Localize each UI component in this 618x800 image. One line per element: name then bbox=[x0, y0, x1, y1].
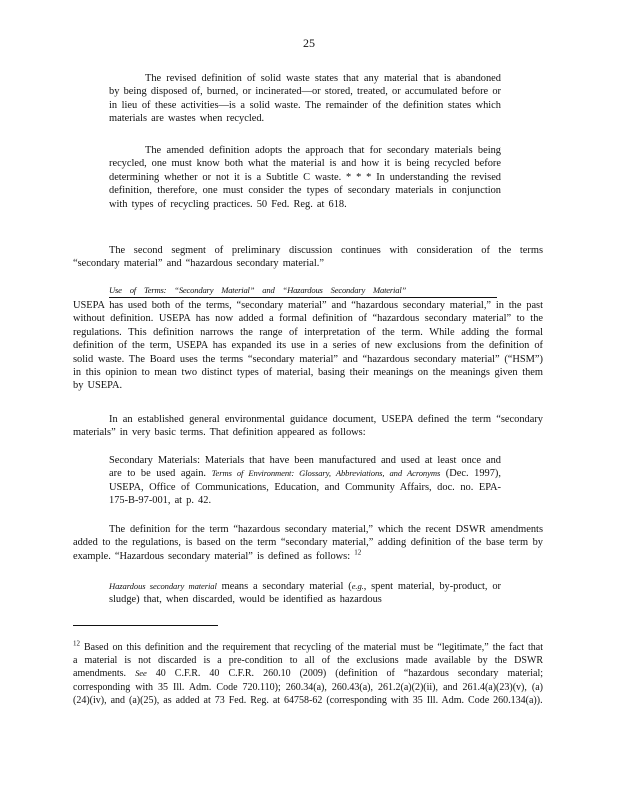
quote-paragraph-1: The revised definition of solid waste states that any material that is abandoned by being disposed of, burned, or incinerated—or stored, treated, or accumulated before or in lieu of these activities—is a solid waste. The remainder of the definition states which materials are wastes when recycled. bbox=[109, 73, 501, 125]
citation-details: (Dec. 1997), USEPA, Office of Communications, Education, and Community Affairs, doc. no. EPA-175-B-97-001, at p. 42. bbox=[109, 468, 501, 507]
definition-part-a: means a secondary material ( bbox=[216, 581, 352, 592]
eg-abbrev: e.g. bbox=[351, 581, 364, 591]
body-paragraph-4-text: The definition for the term “hazardous secondary material,” which the recent DSWR amendments added to the regulations, is based on the term “secondary material,” adding definition of the base term by example. “Hazardous secondary material” is defined as follows: bbox=[73, 524, 543, 562]
footnote-12 bbox=[73, 641, 543, 707]
definition-text: Secondary Materials: Materials that have been manufactured and used at least once and are to be used again. bbox=[109, 455, 501, 480]
quote-paragraph-4 bbox=[109, 580, 501, 607]
footnote-text-a: Based on this definition and the requirement that recycling of the material must be “legitimate,” the fact that a material is not discarded is a pre-condition to all of the exclusions made available by the DSWR amendments. bbox=[73, 642, 543, 680]
footnote-text-b: 40 C.F.R. 40 C.F.R. 260.10 (2009) (definition of “hazardous secondary material; corresponding with 35 Ill. Adm. Code 720.110); 260.34(a), 260.43(a), 261.2(a)(2)(ii), and 261.4(a)(23)(v), (a)(24)(iv), and (a)(25), as added at 73 Fed. Reg. at 64758-62 (corresponding with 35 Ill. Adm. Code 260.134(a)). bbox=[73, 668, 544, 706]
quote-paragraph-3 bbox=[109, 454, 501, 508]
body-paragraph-4 bbox=[73, 523, 543, 563]
quote-paragraph-2: The amended definition adopts the approach that for secondary materials being recycled, one must know both what the material is and how it is being recycled before determining whether or not it is a Subtitle C waste. * * * In understanding the revised definition, therefore, one must consider the types of secondary materials in conjunction with types of recycling practices. 50 Fed. Reg. at 618. bbox=[109, 145, 501, 210]
body-paragraph-3: In an established general environmental guidance document, USEPA defined the term “secondary materials” in very basic terms. That definition appeared as follows: bbox=[73, 414, 543, 439]
footnote-reference: 12 bbox=[354, 548, 362, 557]
body-paragraph-1: The second segment of preliminary discussion continues with consideration of the terms “secondary material” and “hazardous secondary material.” bbox=[73, 245, 543, 270]
footnote-divider bbox=[73, 625, 218, 626]
body-paragraph-2: USEPA has used both of the terms, “secondary material” and “hazardous secondary material,” in the past without definition. USEPA has now added a formal definition of “hazardous secondary material” to the regulations. This definition narrows the range of interpretation of the term. While adding the formal definition of the term, USEPA has expanded its use in a series of new exclusions from the definition of solid waste. The Board uses the terms “secondary material” and “hazardous secondary material” (“HSM”) in this opinion to mean two distinct types of material, basing their meanings on the meanings given them by USEPA. bbox=[73, 300, 543, 392]
footnote-see: See bbox=[135, 668, 147, 679]
footnote-number: 12 bbox=[73, 639, 80, 648]
section-heading: Use of Terms: “Secondary Material” and “Hazardous Secondary Material” bbox=[109, 284, 497, 298]
page-number: 25 bbox=[303, 36, 315, 50]
definition-part-b: , spent material, by-product, or sludge) that, when discarded, would be identified as hazardous bbox=[109, 581, 502, 606]
defined-term: Hazardous secondary material bbox=[109, 581, 217, 591]
citation-title: Terms of Environment: Glossary, Abbreviations, and Acronyms bbox=[211, 468, 441, 479]
